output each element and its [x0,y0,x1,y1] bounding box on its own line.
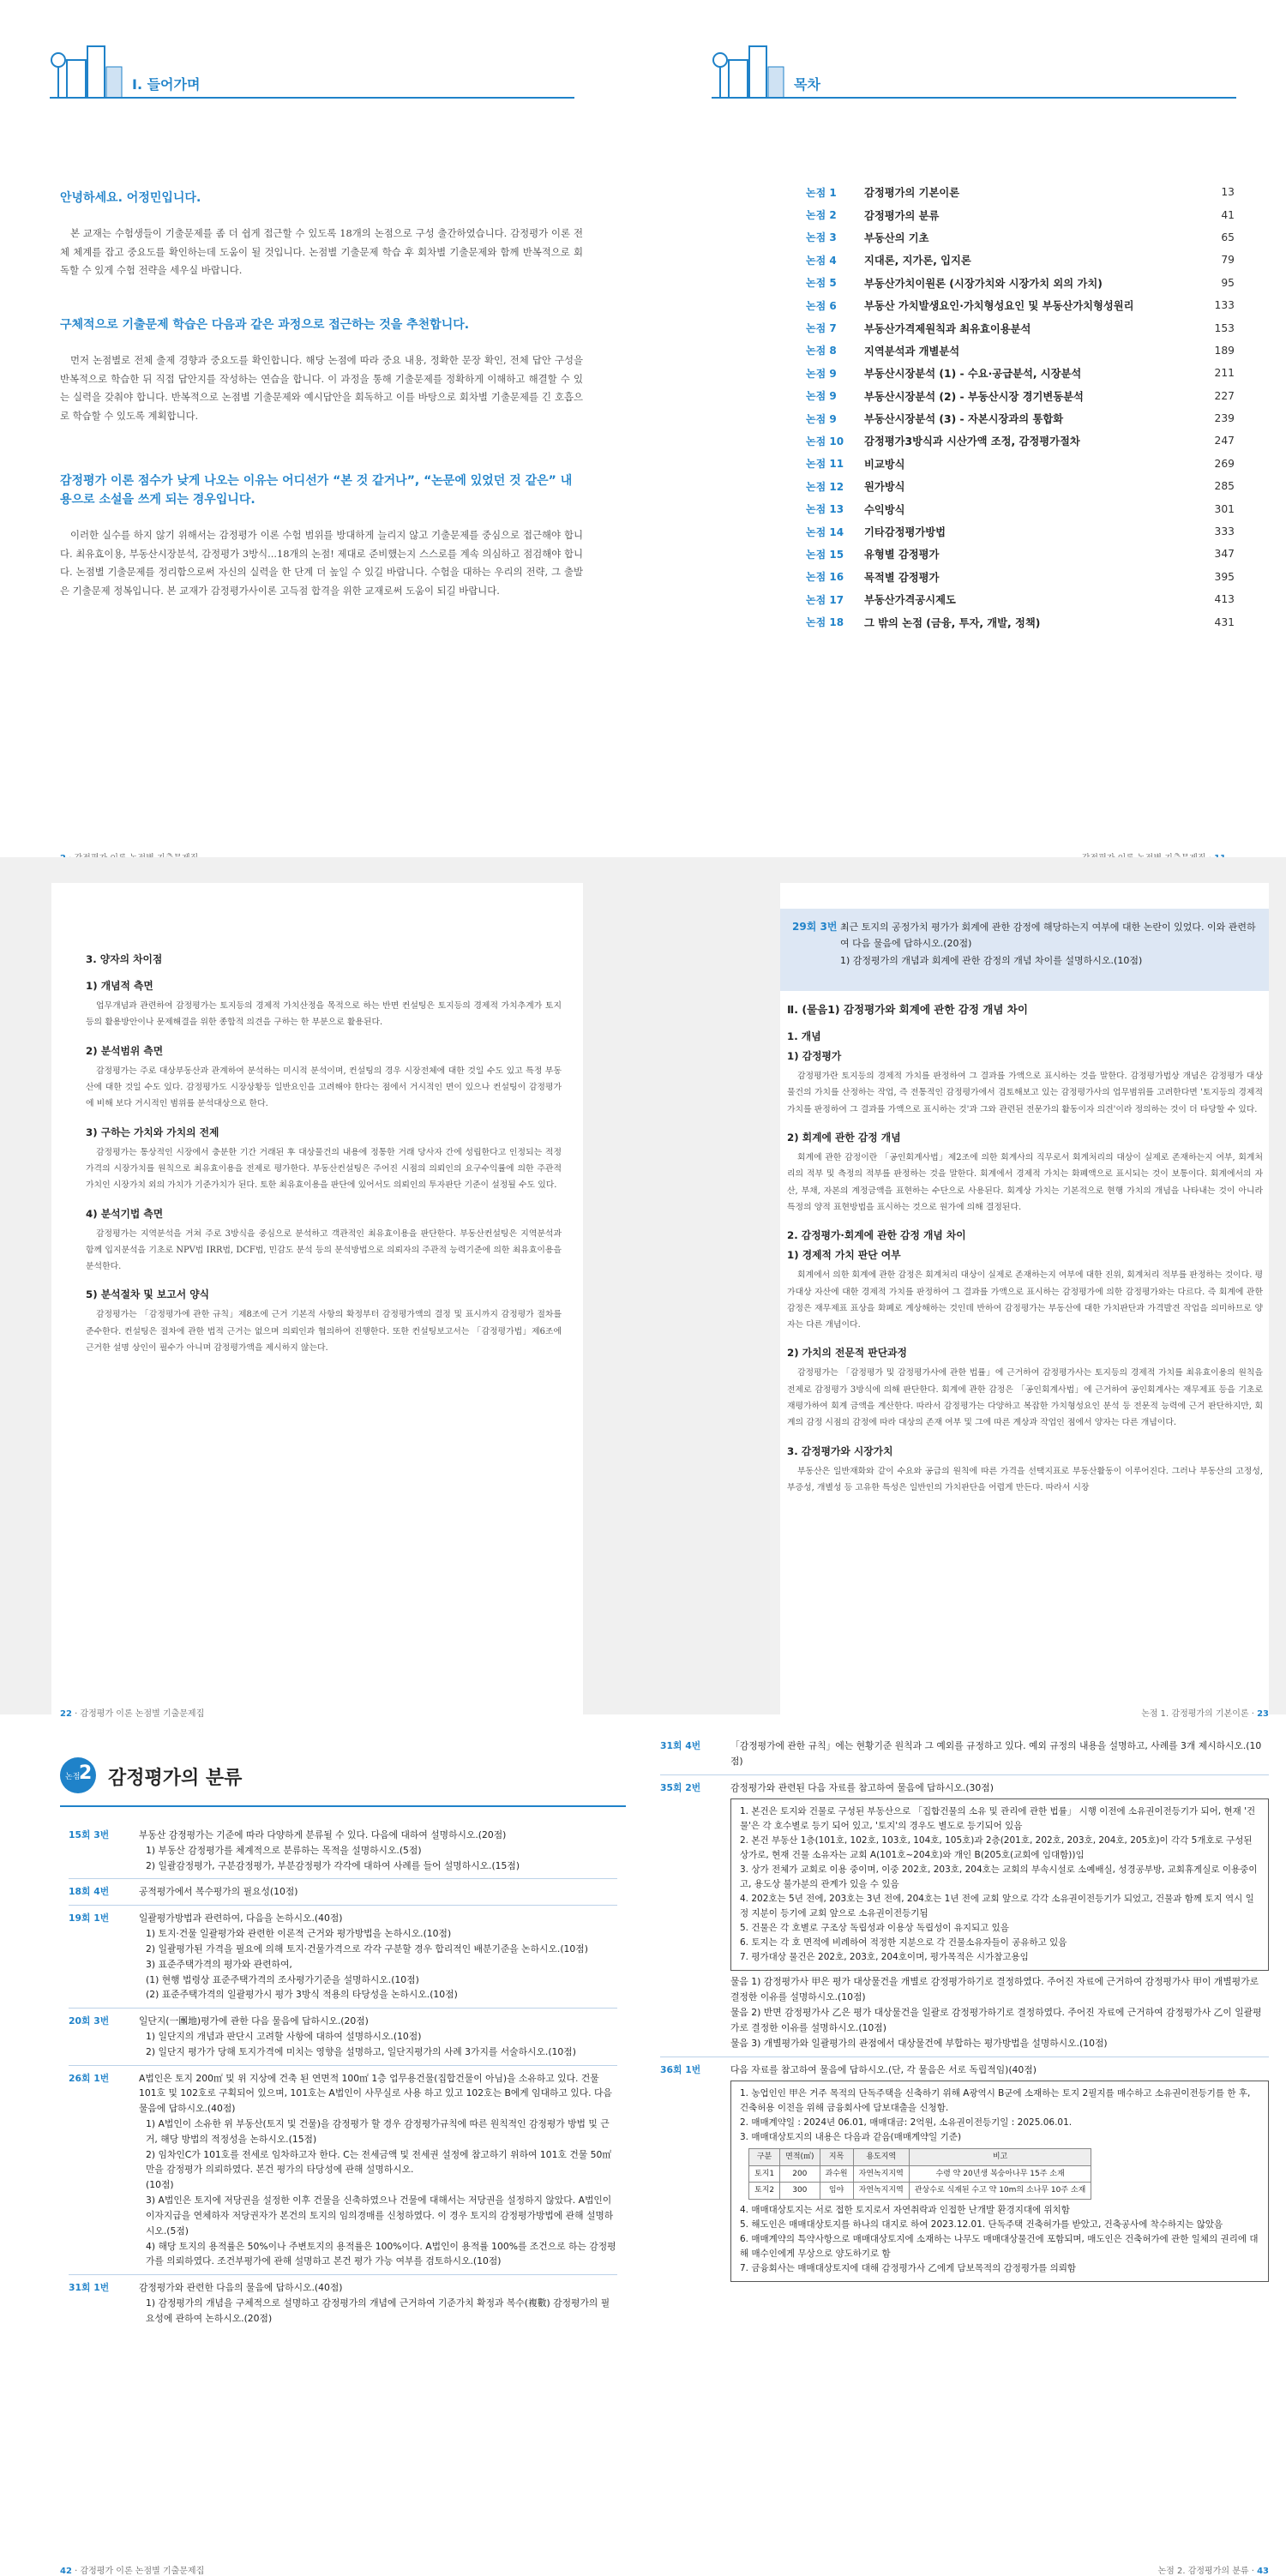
toc-chapter-number: 논점 13 [806,503,844,516]
question-item [69,1828,617,1873]
question-year: 31회 1번 [69,2282,110,2294]
toc-chapter-title: 비교방식 [864,458,905,471]
paragraph-5: 감정평가는 「감정평가에 관한 규칙」제8조에 근거 기본적 사항의 확정부터 감정평가액의 결정 및 표시까지 감정평가 절차를 준수한다. 컨설팅은 절차에 관한 법적 근거는 없으며 의뢰인과 협의하여 진행한다. 또한 컨설팅보고서는 「감정평가법」제6조에 근거한 설명 상인이 필수가 아니며 감정평가액을 제시하지 않는다. [86,1310,562,1354]
table-cell: 자연녹지지역 [853,2183,909,2200]
question-item [69,2280,617,2326]
material-line: 4. 매매대상토지는 서로 접한 토지로서 자연취락과 인접한 난개발 환경지대에 위치함 [740,2205,1070,2216]
paragraph-3: 감정평가는 통상적인 시장에서 충분한 기간 거래된 후 대상물건의 내용에 정통한 거래 당사자 간에 성립한다고 인정되는 적정가격의 시장가치를 원칙으로 최유효이용을 전제로 평가한다. 부동산컨설팅은 주어진 시점의 의뢰인의 요구수익률에 의한 주관적 가치인 시장가치 외의 가치가 기준가치가 된다. 토한 최유효이용을 판단에 있어서도 의뢰인의 투자판단 기준이 설정될 수도 있다. [86,1147,562,1191]
question-line: 1) 감정평가의 개념을 구체적으로 설명하고 감정평가의 개념에 근거하여 기준가치 확정과 복수(複數) 감정평가의 필요성에 관하여 논하시오.(20점) [146,2297,610,2324]
book-title: 감정평가 이론 논점별 기출문제집 [80,1709,205,1719]
book-title: 논점 2. 감정평가의 분류 [1157,2567,1249,2576]
page-concept-difference [643,857,1286,1719]
page-classification-questions [0,1714,643,2576]
toc-row [806,520,1235,543]
section-heading: 3. 양자의 차이점 [86,953,163,965]
question-line: 4) 해당 토지의 용적률은 50%이나 주변토지의 용적률은 100%이다. A법인이 용적률 100%를 조건으로 하는 감정평가를 의뢰하였다. 조건부평가에 관해 설명하고 본건 평가 가능 여부를 검토하시오.(10점) [146,2240,616,2267]
answer-s4: 2) 가치의 전문적 판단과정 [787,1347,907,1360]
toc-row [806,362,1235,384]
material-line: 4. 202호는 5년 전에, 203호는 3년 전에, 204호는 1년 전에 교회 앞으로 각각 소유권이전등기가 되었고, 건물과 함께 토지 역시 일정 지분이 등기에 교회 앞으로 소유권이전등기됨 [740,1894,1254,1919]
material-line: 1. 본건은 토지와 건물로 구성된 부동산으로 「집합건물의 소유 및 관리에 관한 법률」 시행 이전에 소유권이전등기가 되어, 현재 '건물'은 각 호수별로 등기 되어 있고, '토지'의 경우도 별도로 등기되어 있음 [740,1806,1256,1832]
toc-page-number: 301 [1214,502,1235,515]
question-line: 3) 표준주택가격의 평가와 관련하여, [146,1958,292,1970]
page-footer: 논점 2. 감정평가의 분류 · 43 [1157,2567,1269,2576]
question-year: 35회 2번 [660,1781,701,1793]
toc-chapter-number: 논점 16 [806,571,844,584]
answer-p5: 부동산은 일반재화와 같이 수요와 공급의 원칙에 따른 가격을 선택지표로 부동산활동이 이루어진다. 그러나 부동산의 고정성, 부증성, 개별성 등 고유한 특성은 일반인의 가치판단을 어렵게 만든다. 따라서 시장 [787,1466,1263,1492]
question-content [139,2071,617,2270]
toc-chapter-title: 부동산 가치발생요인·가치형성요인 및 부동산가치형성원리 [864,300,1134,313]
question-box [780,909,1269,991]
toc-row [806,294,1235,316]
toc-chapter-title: 부동산가격공시제도 [864,594,956,607]
sub-heading-2: 2) 분석범위 측면 [86,1044,164,1057]
table-cell: 300 [780,2183,820,2200]
toc-row [806,429,1235,452]
question-year: 15회 3번 [69,1829,110,1840]
toc-chapter-number: 논점 7 [806,322,837,335]
table-cell: 토지2 [749,2183,780,2200]
sub-heading-5: 5) 분석절차 및 보고서 양식 [86,1288,209,1301]
question-year: 29회 3번 [792,921,838,933]
toc-chapter-title: 원가방식 [864,481,905,494]
question-content [139,1884,617,1900]
toc-chapter-number: 논점 15 [806,548,844,561]
toc-chapter-title: 수익방식 [864,503,905,516]
question-year: 36회 1번 [660,2063,701,2075]
section-title: 감정평가의 분류 [108,1768,243,1789]
section-number: 2 [79,1762,93,1784]
materials-box [730,1798,1269,1971]
table-header-cell: 지목 [820,2149,853,2166]
toc-row [806,610,1235,633]
table-header-cell: 비고 [909,2149,1091,2166]
material-line: 물음 2) 반면 감정평가사 乙은 평가 대상물건을 일괄로 감정평가하기로 결정하였다. 주어진 자료에 근거하여 감정평가사 乙이 일괄평가로 결정한 이유를 설명하시오.(10점) [730,2007,1262,2033]
question-item [69,2014,617,2059]
section-label: 논점 [65,1773,81,1781]
question-line: 2) 임차인C가 101호를 전세로 임차하고자 한다. C는 전세금액 및 전세권 설정에 참고하기 위하여 101호 건물 50㎡만을 감정평가 의뢰하였다. 본건 평가의 타당성에 관해 설명하시오. [146,2148,612,2176]
toc-page-number: 431 [1214,615,1235,628]
answer-s3: 1) 경제적 가치 판단 여부 [787,1249,901,1262]
toc-chapter-title: 부동산가치이원론 (시장가치와 시장가치 외의 가치) [864,277,1103,290]
question-content [139,2280,617,2326]
toc-row [806,203,1235,225]
toc-chapter-number: 논점 10 [806,435,844,447]
intro-greeting: 안녕하세요. 어정민입니다. [60,191,201,205]
table-header-cell: 용도지역 [853,2149,909,2166]
question-text: 감정평가와 관련된 다음 자료를 참고하여 물음에 답하시오.(30점) [730,1781,994,1793]
materials-box [730,2081,1269,2282]
toc-chapter-title: 기타감정평가방법 [864,526,946,539]
material-line: 3. 매매대상토지의 내용은 다음과 같음(매매계약일 기준) [740,2132,962,2143]
question-line: 1) A법인이 소유한 위 부동산(토지 및 건물)을 감정평가 할 경우 감정평가규칙에 따른 원칙적인 감정평가 방법 및 근거, 해당 방법의 적정성을 논하시오.(15점) [146,2118,610,2145]
toc-chapter-number: 논점 6 [806,299,837,312]
table-cell: 토지1 [749,2165,780,2183]
difference-section [86,952,562,1356]
toc-page-number: 41 [1221,208,1235,221]
chapter-title: Ⅰ. 들어가며 [132,76,201,93]
answer-p3: 회계에서 의한 회계에 관한 감정은 회계처리 대상이 실제로 존재하는지 여부에 대한 진위, 회계처리 적부를 판정하는 것이다. 평가대상 자산에 대한 경제적 가치를 판정하여 그 결과를 가액으로 표시하는 감정평가에 의한 감정평가와는 다르다. 즉 회계에 관한 감정은 재무제표 표상을 화폐로 계상해하는 것인데 반하여 감정평가는 부동산에 대한 가치판단과 가격발견 작업을 의미하므로 양자는 다른 개념이다. [787,1270,1264,1330]
toc-page-number: 247 [1214,435,1235,447]
material-line: 3. 상가 전체가 교회로 이용 중이며, 이중 202호, 203호, 204호는 교회의 부속시설로 소예배실, 성경공부방, 교회휴게실로 이용중이고, 용도상 불가분의 관계가 있을 수 있음 [740,1864,1258,1890]
question-line: 3) A법인은 토지에 저당권을 설정한 이후 건물을 신축하였으나 건물에 대해서는 저당권을 설정하지 않았다. A법인이 이자지급을 연체하자 저당권자가 본건의 토지의 임의경매를 신청하였다. 이 경우 토지의 감정평가방법에 관해 설명하시오.(5점) [146,2195,614,2237]
intro-heading-2: 구체적으로 기출문제 학습은 다음과 같은 과정으로 접근하는 것을 추천합니다. [60,318,470,332]
toc-page-number: 95 [1221,276,1235,289]
question-line: 2) 일단지 평가가 당해 토지가격에 미치는 영향을 설명하고, 일단지평가의 사례 3가지를 서술하시오.(10점) [146,2045,576,2057]
book-title: 감정평가 이론 논점별 기출문제집 [80,2567,205,2576]
question-item [69,1884,617,1900]
toc-chapter-number: 논점 9 [806,367,837,380]
question-item [660,1738,1269,1769]
toc-row [806,453,1235,475]
answer-t3: 3. 감정평가와 시장가치 [787,1444,893,1457]
toc-chapter-number: 논점 5 [806,277,837,290]
material-line: 6. 토지는 각 호 면적에 비례하여 적정한 지분으로 각 건물소유자들이 공유하고 있음 [740,1937,1067,1949]
toc-row [806,316,1235,339]
table-of-contents [806,181,1235,633]
material-line: 7. 금융회사는 매매대상토지에 대해 감정평가사 乙에게 담보목적의 감정평가를 의뢰함 [740,2263,1077,2274]
toc-page-number: 79 [1221,254,1235,267]
question-line: 1) 부동산 감정평가를 체계적으로 분류하는 목적을 설명하시오.(5점) [146,1844,422,1856]
toc-page-number: 153 [1214,321,1235,334]
header-rule [50,97,574,99]
question-content [139,1911,617,2003]
material-line: 물음 1) 감정평가사 甲은 평가 대상물건을 개별로 감정평가하기로 결정하였다. 주어진 자료에 근거하여 감정평가사 甲이 개별평가로 결정한 이유를 설명하시오.(10점) [730,1976,1259,2003]
chapter-title: 목차 [794,76,820,93]
answer-p4: 감정평가는 「감정평가 및 감정평가사에 관한 법률」에 근거하여 감정평가사는 토지등의 경제적 가치를 최유효이용의 원칙을 전제로 감정평가 3방식에 의해 판단한다. 회계에 관한 감정은 「공인회계사법」에 근거하여 공인회계사는 재무제표 등을 기초로 재평가하여 회계 금액을 계산한다. 따라서 감정평가는 다양하고 복잡한 가치형성요인 분석 등 전문적 능력에 근거 판단하지만, 회계의 감정 시점의 감정에 따라 대상의 존재 여부 및 그에 따른 계상과 작업인 점에서 양자는 다른 개념이다. [787,1368,1263,1428]
section-number-badge [60,1757,96,1793]
table-cell: 과수원 [820,2165,853,2183]
intro-heading-3: 감정평가 이론 점수가 낮게 나오는 이유는 어디선가 “본 것 같거나”, “논문에 있었던 것 같은” 내용으로 소설을 쓰게 되는 경우입니다. [60,474,573,507]
question-line: A법인은 토지 200㎡ 및 위 지상에 건축 된 연면적 100㎡ 1층 업무용건물(집합건물이 아님)을 소유하고 있다. 건물 101호 및 102호로 구획되어 있으며, 101호는 A법인이 사무실로 사용 하고 있고 102호는 B에게 임대하고 있다. 다음 물음에 답하시오.(40점) [139,2072,612,2115]
sub-heading-3: 3) 구하는 가치와 가치의 전제 [86,1126,219,1138]
toc-row [806,249,1235,271]
chapter-header [50,34,574,103]
spread-classification [0,1714,1286,2576]
toc-chapter-number: 논점 14 [806,525,844,538]
toc-chapter-title: 부동산의 기초 [864,231,929,244]
toc-chapter-title: 목적별 감정평가 [864,571,940,584]
answer-s2: 2) 회계에 관한 감정 개념 [787,1131,901,1144]
question-item [69,1911,617,2003]
toc-chapter-title: 부동산시장분석 (2) - 부동산시장 경기변동분석 [864,390,1084,403]
table-cell: 200 [780,2165,820,2183]
question-year: 18회 4번 [69,1886,110,1898]
answer-p2: 회계에 관한 감정이란 「공인회계사법」제2조에 의한 회계사의 직무로서 회계처리의 대상이 실제로 존재하는지 여부, 회계처리의 적부 및 측정의 적부를 판정하는 것을 말한다. 회계에서 경제적 가치는 화폐액으로 표시되는 것이 보통이다. 회계에서의 자산, 부채, 자본의 계정금액을 표현하는 수단으로 사용된다. 회계상 가치는 기본적으로 현행 가치의 개념을 나타내는 것이 아니라 특정의 양적 표현방법을 표시하는 것으로 원가에 의해 결정된다. [787,1152,1263,1212]
question-list [660,1738,1269,2285]
question-line: 1) 일단지의 개념과 판단시 고려할 사항에 대하여 설명하시오.(10점) [146,2030,422,2042]
toc-chapter-title: 지대론, 지가론, 입지론 [864,255,971,267]
question-content [139,2014,617,2059]
toc-row [806,588,1235,610]
toc-chapter-title: 감정평가의 기본이론 [864,187,960,200]
page-number: 43 [1257,2567,1269,2576]
toc-chapter-title: 감정평가의 분류 [864,209,940,222]
question-item [660,1780,1269,2051]
toc-row [806,566,1235,588]
question-year: 20회 3번 [69,2015,110,2027]
answer-t1: 1. 개념 [787,1030,821,1042]
question-year: 26회 1번 [69,2072,110,2084]
toc-chapter-number: 논점 18 [806,616,844,629]
question-line: (10점) [146,2179,174,2191]
material-line: 5. 해도인은 매매대상토지를 하나의 대지로 하여 2023.12.01. 단독주택 건축허가를 받았고, 건축공사에 착수하지는 않았음 [740,2219,1223,2231]
page-toc [643,0,1286,857]
answer-s1: 1) 감정평가 [787,1050,842,1062]
paragraph-2: 감정평가는 주로 대상부동산과 관계하여 분석하는 미시적 분석이며, 컨설팅의 경우 시장전체에 대한 것일 수도 있고 특정 부동산에 대한 것일 수도 있다. 감정평가도 시장상황등 일반요인을 고려해야 한다는 점에서 거시적인 면이 있으나 컨설팅이 감정평가에 비해 보다 거시적인 범위를 분석대상으로 한다. [86,1066,562,1109]
page-differences [0,857,643,1719]
paragraph-1: 업무개념과 관련하여 감정평가는 토지등의 경제적 가치산정을 목적으로 하는 반면 컨설팅은 토지등의 경제적 가치추계가 토지등의 활용방안이나 문제해결을 위한 종합적 의견을 구하는 한 부분으로 활용된다. [86,1001,562,1028]
building-logo-icon [50,34,127,99]
toc-chapter-number: 논점 11 [806,458,844,471]
question-item [660,2063,1269,2286]
toc-chapter-number: 논점 12 [806,480,844,493]
page-footer: 42 · 감정평가 이론 논점별 기출문제집 [60,2567,205,2576]
page-footer: 논점 1. 감정평가의 기본이론 · 23 [1141,1709,1269,1719]
toc-page-number: 227 [1214,389,1235,402]
intro-paragraph-2: 먼저 논점별로 전체 출제 경향과 중요도를 확인합니다. 해당 논점에 따라 중요 내용, 정확한 문장 확인, 전체 답안 구성을 반복적으로 학습한 뒤 직접 답안지를 작성하는 연습을 합니다. 이 과정을 통해 기출문제를 정확하게 이해하고 해결할 수 있는 실력을 갖춰야 합니다. 반복적으로 논점별 기출문제와 예시답안을 회독하고 이를 바탕으로 회차별 기출문제를 긴 호흡으로 학습할 수 있도록 계획합니다. [60,354,583,423]
question-line: (2) 표준주택가격의 일괄평가시 평가 3방식 적용의 타당성을 논하시오.(10점) [146,1989,458,2001]
toc-chapter-title: 부동산시장분석 (1) - 수요·공급분석, 시장분석 [864,368,1082,381]
question-text: 최근 토지의 공정가치 평가가 회계에 관한 감정에 해당하는지 여부에 대한 논란이 있었다. 이와 관련하여 다음 물음에 답하시오.(20점) [840,922,1256,950]
material-line: 7. 평가대상 물건은 202호, 203호, 204호이며, 평가목적은 시가참고용임 [740,1952,1029,1963]
answer-t2: 2. 감정평가·회계에 관한 감정 개념 차이 [787,1229,966,1242]
header-rule [712,97,1236,99]
table-cell: 수령 약 20년생 복숭아나무 15주 소재 [909,2165,1091,2183]
toc-page-number: 133 [1214,299,1235,312]
sub-heading-4: 4) 분석기법 측면 [86,1207,164,1220]
toc-chapter-number: 논점 9 [806,390,837,403]
question-list [69,1828,617,2327]
spread-answer [0,857,1286,1719]
question-line: 부동산 감정평가는 기준에 따라 다양하게 분류될 수 있다. 다음에 대하여 설명하시오.(20점) [139,1829,507,1840]
question-line: 1) 토지·건물 일괄평가와 관련한 이론적 근거와 평가방법을 논하시오.(10점) [146,1928,452,1940]
toc-chapter-title: 그 밖의 논점 (금융, 투자, 개발, 정책) [864,616,1041,629]
material-line: 2. 본건 부동산 1층(101호, 102호, 103호, 104호, 105호)과 2층(201호, 202호, 203호, 204호, 205호)이 각각 5개호로 구성된 상가로, 현재 건물 소유자는 교회 A(101호~204호)와 개인 B(205호(교회에 임대함))임 [740,1835,1253,1861]
toc-chapter-title: 부동산시장분석 (3) - 자본시장과의 통합화 [864,413,1064,426]
toc-page-number: 347 [1214,548,1235,561]
answer-body [787,1001,1263,1496]
sub-questions [730,1974,1269,2051]
sub-heading-1: 1) 개념적 측면 [86,980,153,992]
toc-row [806,497,1235,519]
spread-intro-toc [0,0,1286,857]
intro-paragraph-3: 이러한 실수를 하지 않기 위해서는 감정평가 이론 수험 범위를 방대하게 늘리지 않고 기출문제를 중심으로 접근해야 합니다. 최유효이용, 부동산시장분석, 감정평가 3방식...18개의 논점! 제대로 준비했는지 스스로를 계속 의심하고 점검해야 합니다. 논점별 기출문제를 정리함으로써 자신의 실력을 한 단계 더 높일 수 있길 바랍니다. 수험을 대하는 우리의 전략, 그 출발은 기출문제 정복입니다. 본 교재가 감정평가사이론 고득점 합격을 위한 교재로써 도움이 되길 바랍니다. [60,529,583,597]
question-content [139,1828,617,1873]
building-logo-icon [712,34,789,99]
toc-page-number: 65 [1221,231,1235,243]
toc-row [806,272,1235,294]
land-table [748,2148,1091,2200]
answer-heading: Ⅱ. (물음1) 감정평가와 회계에 관한 감정 개념 차이 [787,1003,1028,1016]
toc-chapter-number: 논점 3 [806,231,837,244]
toc-chapter-number: 논점 4 [806,254,837,267]
toc-chapter-title: 유형별 감정평가 [864,549,940,561]
toc-row [806,407,1235,429]
toc-row [806,475,1235,497]
toc-row [806,339,1235,362]
material-line: 6. 매매계약의 특약사항으로 매매대상토지에 소재하는 나무도 매매대상물건에 포함되며, 매도인은 건축허가에 관한 일체의 권리에 대해 매수인에게 무상으로 양도하기로 함 [740,2234,1259,2260]
question-text: 다음 자료를 참고하여 물음에 답하시오.(단, 각 물음은 서로 독립적임)(40점) [730,2063,1037,2075]
question-line: 2) 일괄감정평가, 구분감정평가, 부분감정평가 각각에 대하여 사례를 들어 설명하시오.(15점) [146,1859,520,1871]
paragraph-4: 감정평가는 지역분석을 거쳐 주로 3방식을 중심으로 분석하고 객관적인 최유효이용을 판단한다. 부동산컨설팅은 지역분석과 함께 입지분석을 기초로 NPV법 IRR법, DCF법, 민감도 분석 등의 분석방법으로 의뢰자의 주관적 능력기준에 의한 최유효이용을 분석한다. [86,1228,562,1272]
toc-chapter-number: 논점 2 [806,209,837,222]
intro-paragraph-1: 본 교재는 수험생들이 기출문제를 좀 더 쉽게 접근할 수 있도록 18개의 논점으로 구성 출간하였습니다. 감정평가 이론 전체 체계를 잡고 중요도를 확인하는데 도움이 될 것입니다. 논점별 기출문제 학습 후 회차별 기출문제와 함께 반복적으로 회독할 수 있게 수험 전략을 세우실 바랍니다. [60,227,583,277]
book-title: 논점 1. 감정평가의 기본이론 [1141,1709,1249,1719]
table-header-cell: 면적(㎡) [780,2149,820,2166]
toc-chapter-number: 논점 17 [806,593,844,606]
question-line: (1) 현행 법령상 표준주택가격의 조사평가기준을 설명하시오.(10점) [146,1973,419,1985]
material-line: 5. 건물은 각 호별로 구조상 독립성과 이용상 독립성이 유지되고 있음 [740,1923,1009,1934]
page-classification-questions-2 [643,1714,1286,2576]
toc-page-number: 269 [1214,457,1235,470]
page-number: 42 [60,2567,72,2576]
question-item [69,2071,617,2270]
section-rule [60,1805,626,1807]
toc-row [806,226,1235,249]
toc-chapter-title: 감정평가3방식과 시산가액 조정, 감정평가절차 [864,435,1080,448]
toc-page-number: 239 [1214,412,1235,425]
question-year: 31회 4번 [660,1740,701,1751]
table-row [749,2165,1091,2183]
page-intro [0,0,643,857]
toc-row [806,543,1235,565]
toc-chapter-number: 논점 1 [806,186,837,199]
toc-page-number: 333 [1214,525,1235,538]
toc-page-number: 395 [1214,570,1235,583]
table-cell: 임야 [820,2183,853,2200]
page-footer: 22 · 감정평가 이론 논점별 기출문제집 [60,1709,205,1719]
material-line: 2. 매매계약일 : 2024년 06.01, 매매대금: 2억원, 소유권이전등기일 : 2025.06.01. [740,2117,1073,2129]
table-cell: 자연녹지지역 [853,2165,909,2183]
toc-row [806,385,1235,407]
toc-chapter-number: 논점 9 [806,412,837,425]
question-sub: 1) 감정평가의 개념과 회계에 관한 감정의 개념 차이를 설명하시오.(10점) [840,954,1143,966]
toc-row [806,181,1235,203]
table-header-cell: 구분 [749,2149,780,2166]
answer-p1: 감정평가란 토지등의 경제적 가치를 판정하여 그 결과를 가액으로 표시하는 것을 말한다. 감정평가법상 개념은 감정평가 대상물건의 가치를 산정하는 작업, 즉 전통적인 감정평가에서 검토해보고 있는 감정평가사의 업무범위를 고려한다면 '토지등의 경제적 가치를 판정하여 그 결과를 가액으로 표시하는 것'과 그와 관련된 전문가의 활동이자 의견'이라 정의하는 것이 더 타당할 수 있다. [787,1072,1263,1114]
question-text: 「감정평가에 관한 규칙」에는 현황기준 원칙과 그 예외를 규정하고 있다. 예외 규정의 내용을 설명하고, 사례를 3개 제시하시오.(10점) [730,1740,1262,1767]
material-line: 1. 농업인인 甲은 거주 목적의 단독주택을 신축하기 위해 A광역시 B군에 소재하는 토지 2필지를 매수하고 소유권이전등기를 한 후, 건축허용 이전을 위해 금융회사에 담보대출을 신청함. [740,2088,1251,2114]
table-cell: 관상수로 식재된 수고 약 10m의 소나무 10주 소재 [909,2183,1091,2200]
question-line: 일괄평가방법과 관련하여, 다음을 논하시오.(40점) [139,1912,343,1924]
toc-page-number: 189 [1214,344,1235,357]
material-line: 물음 3) 개별평가와 일괄평가의 관점에서 대상물건에 부합하는 평가방법을 설명하시오.(10점) [730,2037,1108,2049]
question-line: 감정평가와 관련한 다음의 물음에 답하시오.(40점) [139,2282,343,2294]
question-line: 2) 일괄평가된 가격을 필요에 의해 토지·건물가격으로 각각 구분할 경우 합리적인 배분기준을 논하시오.(10점) [146,1943,588,1955]
table-row [749,2183,1091,2200]
question-line: 일단지(一團地)평가에 관한 다음 물음에 답하시오.(20점) [139,2015,369,2027]
toc-page-number: 413 [1214,593,1235,606]
question-line: 공적평가에서 복수평가의 필요성(10점) [139,1886,298,1898]
toc-chapter-number: 논점 8 [806,345,837,357]
toc-page-number: 13 [1221,186,1235,199]
toc-page-number: 211 [1214,367,1235,380]
toc-chapter-title: 부동산가격제원칙과 최유효이용분석 [864,322,1031,335]
toc-page-number: 285 [1214,480,1235,493]
page-number: 22 [60,1709,72,1719]
toc-chapter-title: 지역분석과 개별분석 [864,345,960,357]
question-year: 19회 1번 [69,1912,110,1924]
page-number: 23 [1257,1709,1269,1719]
chapter-header [712,34,1236,103]
